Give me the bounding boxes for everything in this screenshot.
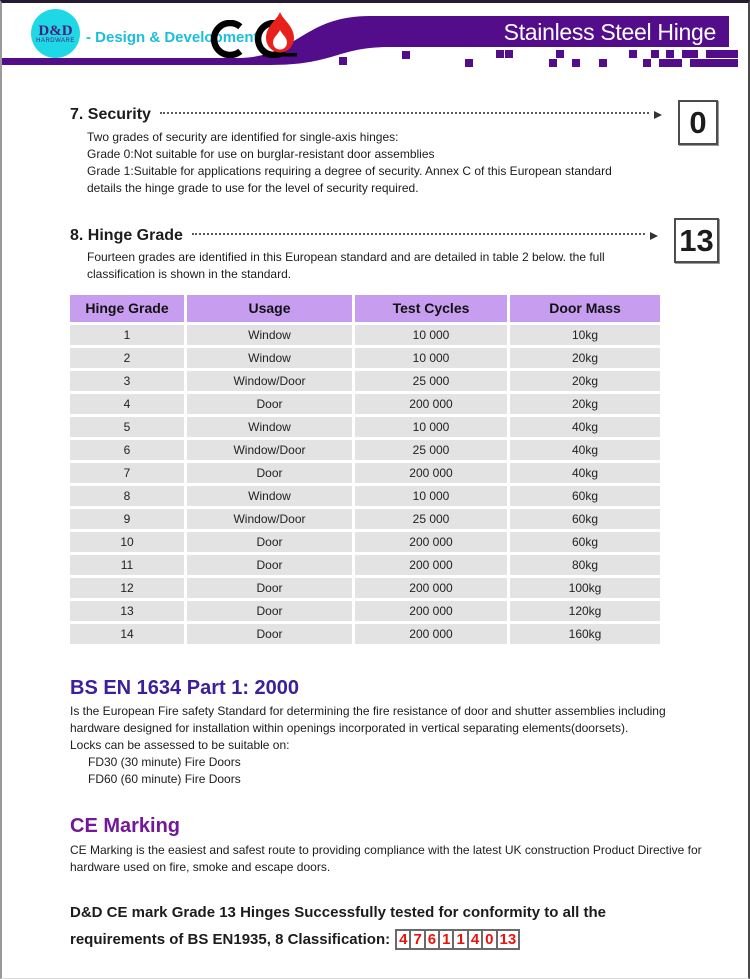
text-line: Grade 1:Suitable for applications requiring a degree of security. Annex C of this European standard — [87, 164, 612, 178]
table-cell: Door — [187, 555, 352, 575]
classification-digit-box: 1 — [452, 929, 468, 950]
page-title: Stainless Steel Hinge — [503, 19, 716, 45]
table-cell: 10 — [70, 532, 184, 552]
table-cell: Window — [187, 325, 352, 345]
conformity-statement-prefix: requirements of BS EN1935, 8 Classification: — [70, 931, 391, 948]
table-cell: 40kg — [510, 417, 660, 437]
classification-digit-box: 1 — [438, 929, 454, 950]
classification-digit-box: 6 — [424, 929, 440, 950]
table-cell: 60kg — [510, 532, 660, 552]
hinge-grade-heading: 8. Hinge Grade — [70, 227, 183, 244]
table-cell: 200 000 — [355, 555, 507, 575]
table-cell: Window/Door — [187, 371, 352, 391]
table-cell: Window — [187, 417, 352, 437]
flame-icon — [260, 11, 300, 58]
classification-digit-box: 0 — [481, 929, 497, 950]
ce-marking-paragraph — [70, 842, 702, 876]
hinge-grade-table — [70, 295, 660, 644]
table-cell: 25 000 — [355, 440, 507, 460]
dd-hardware-logo — [31, 9, 80, 58]
table-cell: 100kg — [510, 578, 660, 598]
hinge-grade-paragraph — [87, 249, 605, 283]
table-cell: 8 — [70, 486, 184, 506]
table-cell: 9 — [70, 509, 184, 529]
table-cell: 5 — [70, 417, 184, 437]
table-cell: 80kg — [510, 555, 660, 575]
table-cell: 6 — [70, 440, 184, 460]
table-cell: Door — [187, 578, 352, 598]
classification-digit-box: 4 — [395, 929, 411, 950]
table-cell: 200 000 — [355, 394, 507, 414]
company-tagline: - Design & Development — [86, 29, 259, 46]
table-cell: 7 — [70, 463, 184, 483]
text-line: CE Marking is the easiest and safest route to providing compliance with the latest UK construction Product Directive for — [70, 843, 702, 857]
dotted-leader — [160, 112, 649, 114]
table-cell: Window — [187, 486, 352, 506]
bs-en-1634-heading: BS EN 1634 Part 1: 2000 — [70, 677, 300, 699]
classification-code — [397, 929, 520, 950]
ce-marking-heading: CE Marking — [70, 815, 181, 837]
table-cell: 25 000 — [355, 509, 507, 529]
security-paragraph — [87, 129, 612, 197]
logo-text: D&D — [38, 22, 73, 39]
table-cell: 10 000 — [355, 325, 507, 345]
security-section-header — [70, 106, 662, 124]
text-line: hardware designed for installation within openings incorporated in vertical separating elements(doorsets). — [70, 721, 629, 735]
table-cell: 20kg — [510, 394, 660, 414]
table-cell: 25 000 — [355, 371, 507, 391]
table-cell: 40kg — [510, 463, 660, 483]
table-cell: 10 000 — [355, 417, 507, 437]
table-cell: 11 — [70, 555, 184, 575]
text-line: details the hinge grade to use for the level of security required. — [87, 181, 419, 195]
text-line: Grade 0:Not suitable for use on burglar-resistant door assemblies — [87, 147, 435, 161]
table-cell: 12 — [70, 578, 184, 598]
text-line: Fourteen grades are identified in this European standard and are detailed in table 2 below. the full — [87, 250, 605, 264]
table-cell: Window — [187, 348, 352, 368]
table-cell: Window/Door — [187, 440, 352, 460]
table-cell: 200 000 — [355, 601, 507, 621]
table-cell: Door — [187, 601, 352, 621]
classification-digit-box: 13 — [496, 929, 521, 950]
conformity-statement-line1: D&D CE mark Grade 13 Hinges Successfully tested for conformity to all the — [70, 904, 606, 921]
bs-en-1634-paragraph — [70, 703, 666, 754]
text-line: classification is shown in the standard. — [87, 267, 292, 281]
table-cell: 60kg — [510, 486, 660, 506]
arrow-right-icon — [654, 111, 662, 119]
table-cell: 10 000 — [355, 348, 507, 368]
classification-digit-box: 4 — [467, 929, 483, 950]
table-header-cell: Hinge Grade — [70, 295, 184, 322]
text-line: Is the European Fire safety Standard for determining the fire resistance of door and shutter assemblies including — [70, 704, 666, 718]
security-grade-badge: 0 — [678, 100, 718, 145]
table-cell: 2 — [70, 348, 184, 368]
security-heading: 7. Security — [70, 106, 151, 123]
table-cell: Door — [187, 394, 352, 414]
table-cell: 4 — [70, 394, 184, 414]
table-cell: 200 000 — [355, 578, 507, 598]
text-line: Locks can be assessed to be suitable on: — [70, 738, 290, 752]
table-cell: Door — [187, 463, 352, 483]
hinge-grade-section-header — [70, 227, 658, 245]
text-line: hardware used on fire, smoke and escape doors. — [70, 860, 331, 874]
table-cell: Door — [187, 532, 352, 552]
classification-digit-box: 7 — [409, 929, 425, 950]
table-cell: Window/Door — [187, 509, 352, 529]
text-line: FD30 (30 minute) Fire Doors — [88, 755, 241, 769]
table-cell: 60kg — [510, 509, 660, 529]
text-line: Two grades of security are identified for single-axis hinges: — [87, 130, 399, 144]
table-cell: 200 000 — [355, 532, 507, 552]
table-cell: Door — [187, 624, 352, 644]
table-cell: 20kg — [510, 371, 660, 391]
fire-door-list — [70, 754, 241, 788]
table-header-cell: Usage — [187, 295, 352, 322]
hinge-grade-badge: 13 — [674, 218, 719, 263]
table-header-cell: Test Cycles — [355, 295, 507, 322]
table-cell: 20kg — [510, 348, 660, 368]
table-cell: 120kg — [510, 601, 660, 621]
logo-subtext: HARDWARE — [36, 37, 75, 44]
table-cell: 1 — [70, 325, 184, 345]
text-line: FD60 (60 minute) Fire Doors — [88, 772, 241, 786]
arrow-right-icon — [650, 232, 658, 240]
table-cell: 200 000 — [355, 463, 507, 483]
table-cell: 160kg — [510, 624, 660, 644]
table-cell: 10kg — [510, 325, 660, 345]
table-cell: 13 — [70, 601, 184, 621]
table-cell: 10 000 — [355, 486, 507, 506]
table-cell: 3 — [70, 371, 184, 391]
dotted-leader — [192, 233, 645, 235]
conformity-statement-line2 — [70, 929, 520, 950]
table-cell: 200 000 — [355, 624, 507, 644]
table-cell: 40kg — [510, 440, 660, 460]
table-header-cell: Door Mass — [510, 295, 660, 322]
table-cell: 14 — [70, 624, 184, 644]
